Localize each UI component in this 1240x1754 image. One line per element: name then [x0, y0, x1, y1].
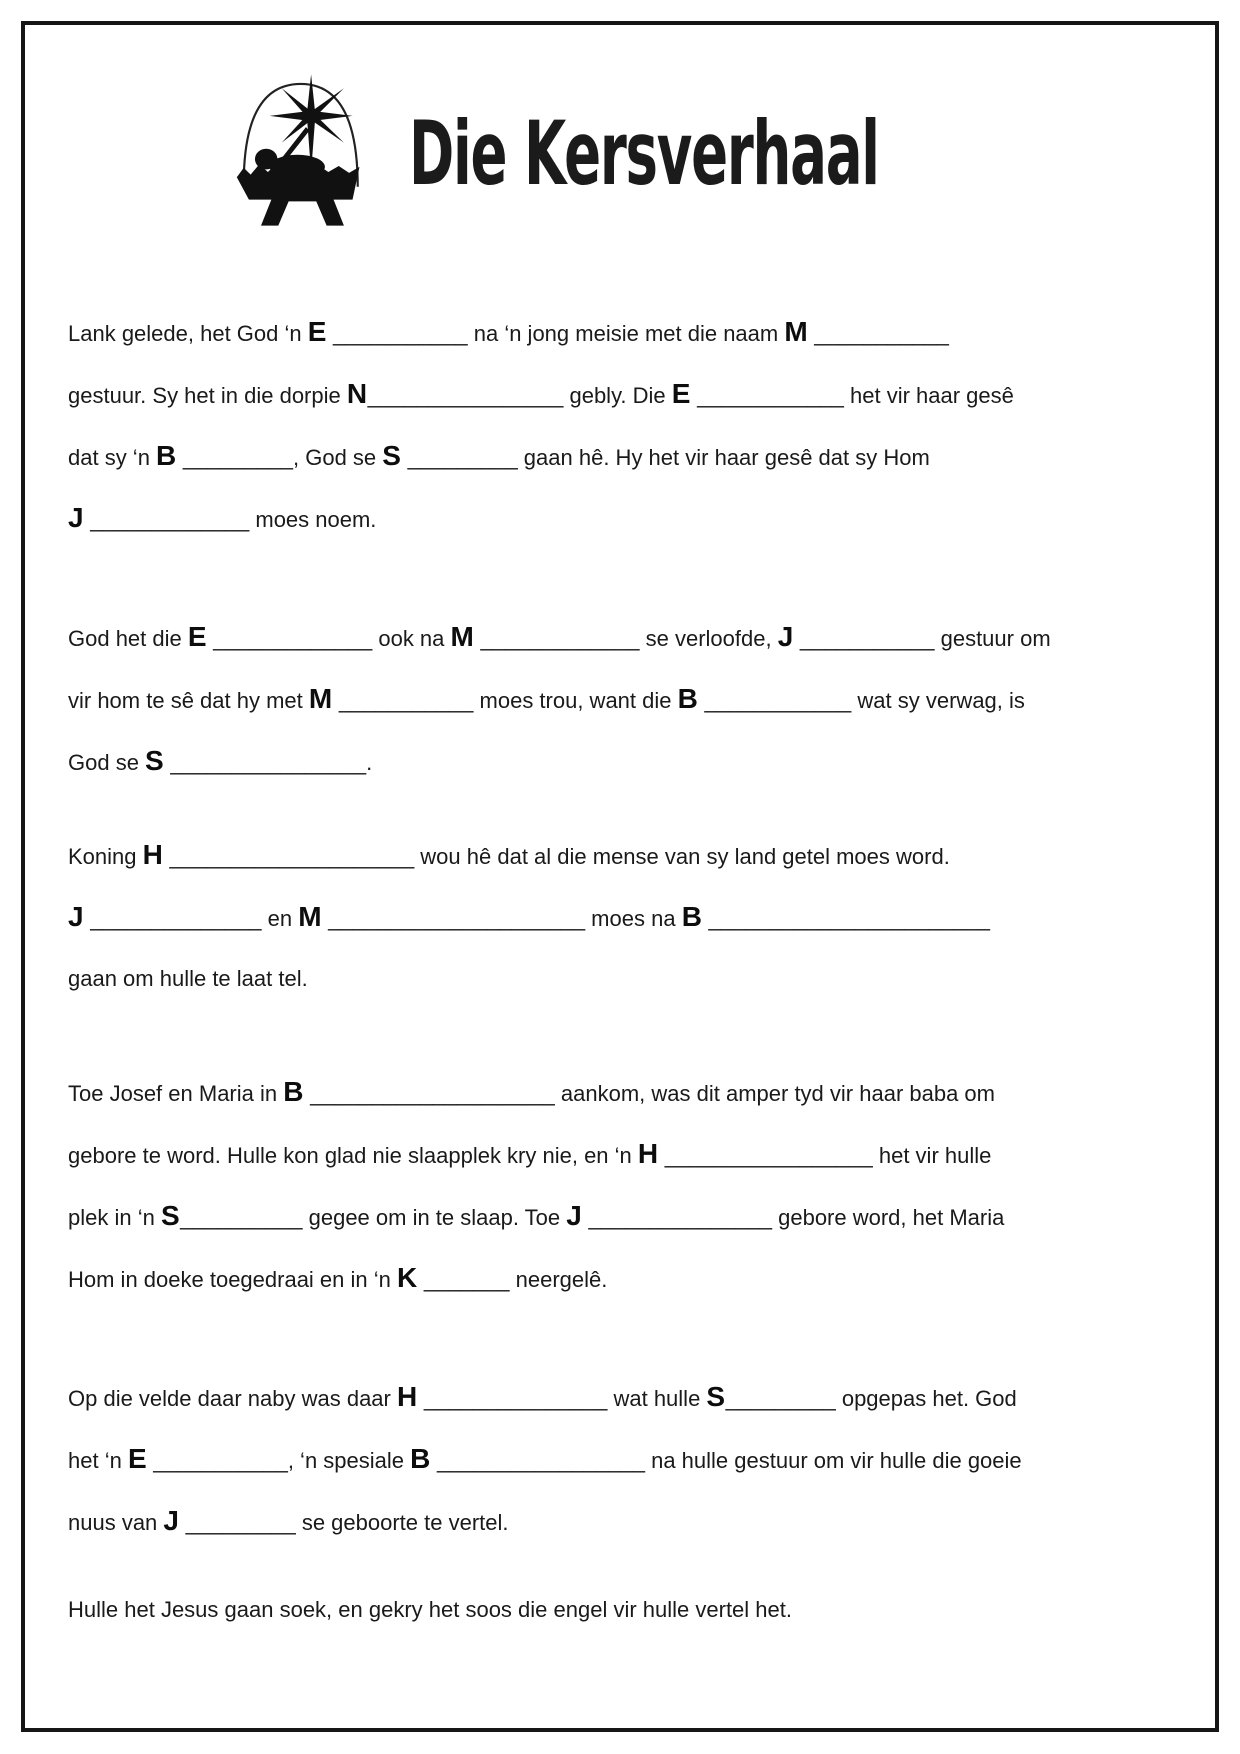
- text-segment: _____________ se verloofde,: [474, 626, 778, 651]
- blank-hint-letter: K: [397, 1262, 418, 1293]
- text-segment: ____________________ aankom, was dit amper tyd vir haar baba om: [303, 1081, 995, 1106]
- text-line: [68, 1185, 1174, 1247]
- text-segment: ___________, ‘n spesiale: [147, 1448, 411, 1473]
- blank-hint-letter: H: [396, 1381, 418, 1412]
- text-segment: Toe Josef en Maria in: [68, 1081, 284, 1106]
- text-segment: _________________ na hulle gestuur om vir hulle die goeie: [430, 1448, 1022, 1473]
- text-line: [68, 606, 1174, 668]
- text-segment: Hom in doeke toegedraai en in ‘n: [68, 1267, 397, 1292]
- text-segment: ___________ na ‘n jong meisie met die naam: [326, 321, 785, 346]
- text-line: [68, 1123, 1174, 1185]
- blank-hint-letter: E: [127, 1443, 148, 1474]
- blank-hint-letter: E: [671, 378, 691, 409]
- text-line: [68, 1579, 1174, 1641]
- text-segment: ____________________ wou hê dat al die mense van sy land getel moes word.: [163, 844, 950, 869]
- paragraph: [68, 606, 1174, 792]
- nativity-manger-star-icon: [223, 70, 375, 230]
- blank-hint-letter: M: [784, 316, 809, 347]
- blank-hint-letter: E: [187, 621, 208, 652]
- blank-hint-letter: B: [283, 1076, 304, 1107]
- text-segment: _________________ het vir hulle: [658, 1143, 992, 1168]
- text-segment: ________________.: [164, 750, 373, 775]
- text-segment: ______________ en: [84, 906, 299, 931]
- text-segment: ___________: [808, 321, 949, 346]
- text-segment: plek in ‘n: [68, 1205, 161, 1230]
- blank-hint-letter: H: [637, 1138, 659, 1169]
- blank-hint-letter: S: [382, 440, 402, 471]
- blank-hint-letter: B: [156, 440, 177, 471]
- text-line: [68, 824, 1174, 886]
- blank-hint-letter: S: [706, 1381, 726, 1412]
- text-line: [68, 668, 1174, 730]
- text-segment: _________ se geboorte te vertel.: [179, 1510, 509, 1535]
- text-segment: ____________ wat sy verwag, is: [698, 688, 1025, 713]
- blank-hint-letter: J: [777, 621, 794, 652]
- blank-hint-letter: S: [145, 745, 165, 776]
- text-segment: ________________ gebly. Die: [367, 383, 672, 408]
- blank-hint-letter: J: [68, 502, 85, 533]
- blank-hint-letter: N: [346, 378, 368, 409]
- text-segment: _________ gaan hê. Hy het vir haar gesê dat sy Hom: [401, 445, 930, 470]
- paragraph: [68, 301, 1174, 549]
- text-segment: _______________ gebore word, het Maria: [582, 1205, 1005, 1230]
- paragraph: [68, 824, 1174, 1010]
- text-line: [68, 948, 1174, 1010]
- text-segment: __________ gegee om in te slaap. Toe: [180, 1205, 567, 1230]
- blank-hint-letter: J: [163, 1505, 180, 1536]
- text-segment: gestuur. Sy het in die dorpie: [68, 383, 347, 408]
- text-segment: ___________ gestuur om: [793, 626, 1051, 651]
- text-segment: gaan om hulle te laat tel.: [68, 966, 308, 991]
- blank-hint-letter: H: [142, 839, 164, 870]
- text-segment: Koning: [68, 844, 143, 869]
- text-segment: het ‘n: [68, 1448, 128, 1473]
- text-segment: Hulle het Jesus gaan soek, en gekry het soos die engel vir hulle vertel het.: [68, 1597, 792, 1622]
- text-segment: _____________ moes noem.: [84, 507, 377, 532]
- blank-hint-letter: J: [566, 1200, 583, 1231]
- blank-hint-letter: B: [677, 683, 699, 714]
- paragraph: [68, 1366, 1174, 1552]
- blank-hint-letter: J: [68, 901, 85, 932]
- text-line: [68, 886, 1174, 948]
- text-segment: nuus van: [68, 1510, 164, 1535]
- text-segment: dat sy ‘n: [68, 445, 157, 470]
- text-segment: God het die: [68, 626, 188, 651]
- text-segment: Lank gelede, het God ‘n: [68, 321, 308, 346]
- text-line: [68, 1490, 1174, 1552]
- blank-hint-letter: B: [681, 901, 703, 932]
- text-segment: _______________________: [702, 906, 990, 931]
- worksheet-body: [68, 301, 1174, 1641]
- text-segment: vir hom te sê dat hy met: [68, 688, 309, 713]
- blank-hint-letter: M: [308, 683, 333, 714]
- blank-hint-letter: S: [160, 1200, 181, 1231]
- worksheet-page: [68, 0, 1174, 1641]
- blank-hint-letter: M: [298, 901, 323, 932]
- text-line: [68, 363, 1174, 425]
- text-line: [68, 1428, 1174, 1490]
- paragraph: [68, 1061, 1174, 1309]
- text-segment: _______ neergelê.: [417, 1267, 608, 1292]
- text-line: [68, 1366, 1174, 1428]
- blank-hint-letter: M: [450, 621, 475, 652]
- paragraph: [68, 1579, 1174, 1641]
- text-segment: ___________ moes trou, want die: [332, 688, 678, 713]
- text-segment: Op die velde daar naby was daar: [68, 1386, 397, 1411]
- text-segment: _____________ ook na: [207, 626, 451, 651]
- worksheet-header: [223, 70, 1174, 230]
- text-line: [68, 301, 1174, 363]
- text-segment: God se: [68, 750, 146, 775]
- text-line: [68, 425, 1174, 487]
- text-segment: gebore te word. Hulle kon glad nie slaapplek kry nie, en ‘n: [68, 1143, 638, 1168]
- blank-hint-letter: B: [410, 1443, 431, 1474]
- text-line: [68, 1061, 1174, 1123]
- text-segment: _____________________ moes na: [322, 906, 682, 931]
- text-segment: _______________ wat hulle: [417, 1386, 707, 1411]
- document-title: Die Kersverhaal: [409, 101, 879, 205]
- text-segment: ____________ het vir haar gesê: [690, 383, 1014, 408]
- text-segment: _________, God se: [176, 445, 383, 470]
- text-line: [68, 1247, 1174, 1309]
- text-segment: _________ opgepas het. God: [725, 1386, 1017, 1411]
- text-line: [68, 487, 1174, 549]
- text-line: [68, 730, 1174, 792]
- blank-hint-letter: E: [307, 316, 327, 347]
